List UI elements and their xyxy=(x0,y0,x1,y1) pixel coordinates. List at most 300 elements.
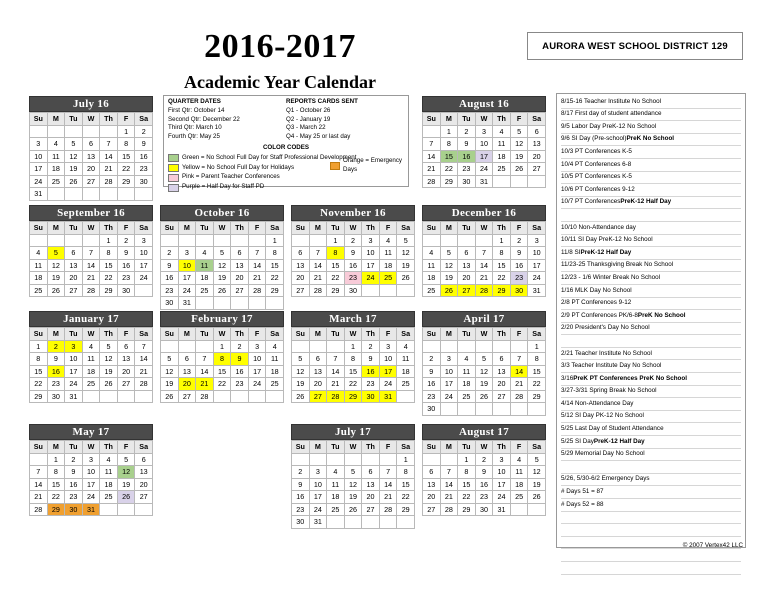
day-cell[interactable]: 18 xyxy=(510,478,528,491)
day-cell[interactable]: 15 xyxy=(327,259,345,272)
day-cell[interactable]: 18 xyxy=(30,272,48,285)
day-cell[interactable]: 7 xyxy=(327,353,345,366)
day-cell[interactable]: 21 xyxy=(309,272,327,285)
day-cell[interactable]: 8 xyxy=(440,138,458,151)
day-cell[interactable]: 7 xyxy=(248,247,266,260)
day-cell[interactable]: 11 xyxy=(379,247,397,260)
day-cell[interactable]: 4 xyxy=(196,247,214,260)
day-cell[interactable]: 11 xyxy=(510,466,528,479)
day-cell[interactable]: 21 xyxy=(379,491,397,504)
day-cell[interactable]: 22 xyxy=(100,272,118,285)
day-cell[interactable]: 19 xyxy=(161,378,179,391)
day-cell[interactable]: 20 xyxy=(493,378,511,391)
day-cell[interactable]: 10 xyxy=(475,138,493,151)
day-cell[interactable]: 1 xyxy=(100,234,118,247)
day-cell[interactable]: 9 xyxy=(117,247,135,260)
day-cell[interactable]: 5 xyxy=(65,138,83,151)
day-cell[interactable]: 8 xyxy=(47,466,65,479)
day-cell[interactable]: 24 xyxy=(82,491,100,504)
day-cell[interactable]: 22 xyxy=(266,272,284,285)
day-cell[interactable]: 7 xyxy=(475,247,493,260)
day-cell[interactable]: 8 xyxy=(344,353,362,366)
day-cell[interactable]: 11 xyxy=(327,478,345,491)
day-cell[interactable]: 2 xyxy=(292,466,310,479)
day-cell[interactable]: 3 xyxy=(248,340,266,353)
day-cell[interactable]: 7 xyxy=(135,340,153,353)
day-cell[interactable]: 18 xyxy=(327,491,345,504)
day-cell[interactable]: 5 xyxy=(292,353,310,366)
day-cell[interactable]: 5 xyxy=(213,247,231,260)
day-cell[interactable]: 29 xyxy=(266,284,284,297)
day-cell[interactable]: 13 xyxy=(65,259,83,272)
day-cell[interactable]: 7 xyxy=(440,466,458,479)
day-cell[interactable]: 28 xyxy=(440,503,458,516)
day-cell[interactable]: 29 xyxy=(528,390,546,403)
day-cell[interactable]: 26 xyxy=(528,491,546,504)
day-cell[interactable]: 17 xyxy=(528,259,546,272)
day-cell[interactable]: 26 xyxy=(397,272,415,285)
day-cell[interactable]: 6 xyxy=(423,466,441,479)
day-cell[interactable]: 10 xyxy=(528,247,546,260)
day-cell[interactable]: 23 xyxy=(344,272,362,285)
day-cell[interactable]: 30 xyxy=(458,175,476,188)
day-cell[interactable]: 14 xyxy=(510,365,528,378)
day-cell[interactable]: 25 xyxy=(82,378,100,391)
day-cell[interactable]: 24 xyxy=(65,378,83,391)
day-cell[interactable]: 30 xyxy=(344,284,362,297)
day-cell[interactable]: 27 xyxy=(362,503,380,516)
day-cell[interactable]: 23 xyxy=(510,272,528,285)
day-cell[interactable]: 31 xyxy=(493,503,511,516)
day-cell[interactable]: 3 xyxy=(309,466,327,479)
day-cell[interactable]: 18 xyxy=(423,272,441,285)
day-cell[interactable]: 15 xyxy=(528,365,546,378)
day-cell[interactable]: 3 xyxy=(379,340,397,353)
day-cell[interactable]: 21 xyxy=(196,378,214,391)
day-cell[interactable]: 23 xyxy=(362,378,380,391)
day-cell[interactable]: 19 xyxy=(292,378,310,391)
day-cell[interactable]: 28 xyxy=(309,284,327,297)
day-cell[interactable]: 11 xyxy=(82,353,100,366)
day-cell[interactable]: 13 xyxy=(292,259,310,272)
day-cell[interactable]: 30 xyxy=(135,175,153,188)
day-cell[interactable]: 29 xyxy=(397,503,415,516)
day-cell[interactable]: 15 xyxy=(30,365,48,378)
day-cell[interactable]: 24 xyxy=(528,272,546,285)
day-cell[interactable]: 22 xyxy=(397,491,415,504)
day-cell[interactable]: 12 xyxy=(161,365,179,378)
day-cell[interactable]: 2 xyxy=(423,353,441,366)
day-cell[interactable]: 14 xyxy=(379,478,397,491)
day-cell[interactable]: 23 xyxy=(65,491,83,504)
day-cell[interactable]: 3 xyxy=(178,247,196,260)
day-cell[interactable]: 25 xyxy=(47,175,65,188)
day-cell[interactable]: 2 xyxy=(135,125,153,138)
day-cell[interactable]: 1 xyxy=(344,340,362,353)
day-cell[interactable]: 27 xyxy=(82,175,100,188)
day-cell[interactable]: 21 xyxy=(100,163,118,176)
day-cell[interactable]: 12 xyxy=(100,353,118,366)
day-cell[interactable]: 8 xyxy=(30,353,48,366)
day-cell[interactable]: 10 xyxy=(379,353,397,366)
day-cell[interactable]: 13 xyxy=(528,138,546,151)
day-cell[interactable]: 22 xyxy=(493,272,511,285)
day-cell[interactable]: 8 xyxy=(327,247,345,260)
day-cell[interactable]: 10 xyxy=(30,150,48,163)
day-cell[interactable]: 8 xyxy=(528,353,546,366)
day-cell[interactable]: 12 xyxy=(510,138,528,151)
day-cell[interactable]: 17 xyxy=(440,378,458,391)
day-cell[interactable]: 19 xyxy=(213,272,231,285)
day-cell[interactable]: 7 xyxy=(510,353,528,366)
day-cell[interactable]: 28 xyxy=(82,284,100,297)
day-cell[interactable]: 11 xyxy=(493,138,511,151)
day-cell[interactable]: 26 xyxy=(161,390,179,403)
day-cell[interactable]: 29 xyxy=(344,390,362,403)
day-cell[interactable]: 20 xyxy=(178,378,196,391)
day-cell[interactable]: 4 xyxy=(82,340,100,353)
day-cell[interactable]: 16 xyxy=(161,272,179,285)
day-cell[interactable]: 17 xyxy=(309,491,327,504)
day-cell[interactable]: 3 xyxy=(362,234,380,247)
day-cell[interactable]: 3 xyxy=(493,453,511,466)
day-cell[interactable]: 5 xyxy=(397,234,415,247)
day-cell[interactable]: 23 xyxy=(135,163,153,176)
day-cell[interactable]: 26 xyxy=(440,284,458,297)
day-cell[interactable]: 19 xyxy=(528,478,546,491)
day-cell[interactable]: 31 xyxy=(82,503,100,516)
day-cell[interactable]: 24 xyxy=(30,175,48,188)
day-cell[interactable]: 13 xyxy=(231,259,249,272)
day-cell[interactable]: 6 xyxy=(231,247,249,260)
day-cell[interactable]: 8 xyxy=(493,247,511,260)
day-cell[interactable]: 14 xyxy=(475,259,493,272)
day-cell[interactable]: 9 xyxy=(344,247,362,260)
day-cell[interactable]: 17 xyxy=(248,365,266,378)
day-cell[interactable]: 10 xyxy=(493,466,511,479)
day-cell[interactable]: 16 xyxy=(135,150,153,163)
day-cell[interactable]: 26 xyxy=(475,390,493,403)
day-cell[interactable]: 11 xyxy=(196,259,214,272)
day-cell[interactable]: 22 xyxy=(327,272,345,285)
day-cell[interactable]: 9 xyxy=(161,259,179,272)
day-cell[interactable]: 10 xyxy=(309,478,327,491)
day-cell[interactable]: 8 xyxy=(458,466,476,479)
day-cell[interactable]: 1 xyxy=(493,234,511,247)
day-cell[interactable]: 30 xyxy=(510,284,528,297)
day-cell[interactable]: 18 xyxy=(100,478,118,491)
day-cell[interactable]: 25 xyxy=(423,284,441,297)
day-cell[interactable]: 26 xyxy=(510,163,528,176)
day-cell[interactable]: 1 xyxy=(528,340,546,353)
day-cell[interactable]: 29 xyxy=(30,390,48,403)
day-cell[interactable]: 30 xyxy=(117,284,135,297)
day-cell[interactable]: 4 xyxy=(100,453,118,466)
day-cell[interactable]: 16 xyxy=(292,491,310,504)
day-cell[interactable]: 31 xyxy=(379,390,397,403)
day-cell[interactable]: 4 xyxy=(510,453,528,466)
day-cell[interactable]: 20 xyxy=(423,491,441,504)
day-cell[interactable]: 3 xyxy=(82,453,100,466)
day-cell[interactable]: 24 xyxy=(379,378,397,391)
day-cell[interactable]: 20 xyxy=(458,272,476,285)
day-cell[interactable]: 23 xyxy=(231,378,249,391)
day-cell[interactable]: 1 xyxy=(397,453,415,466)
day-cell[interactable]: 10 xyxy=(135,247,153,260)
day-cell[interactable]: 25 xyxy=(30,284,48,297)
day-cell[interactable]: 19 xyxy=(47,272,65,285)
day-cell[interactable]: 26 xyxy=(117,491,135,504)
day-cell[interactable]: 28 xyxy=(327,390,345,403)
day-cell[interactable]: 3 xyxy=(30,138,48,151)
day-cell[interactable]: 7 xyxy=(379,466,397,479)
day-cell[interactable]: 9 xyxy=(47,353,65,366)
day-cell[interactable]: 29 xyxy=(440,175,458,188)
day-cell[interactable]: 5 xyxy=(117,453,135,466)
day-cell[interactable]: 24 xyxy=(362,272,380,285)
day-cell[interactable]: 18 xyxy=(82,365,100,378)
day-cell[interactable]: 28 xyxy=(510,390,528,403)
day-cell[interactable]: 21 xyxy=(510,378,528,391)
day-cell[interactable]: 11 xyxy=(397,353,415,366)
day-cell[interactable]: 4 xyxy=(327,466,345,479)
day-cell[interactable]: 27 xyxy=(528,163,546,176)
day-cell[interactable]: 7 xyxy=(423,138,441,151)
day-cell[interactable]: 14 xyxy=(423,150,441,163)
day-cell[interactable]: 11 xyxy=(423,259,441,272)
day-cell[interactable]: 22 xyxy=(528,378,546,391)
day-cell[interactable]: 30 xyxy=(47,390,65,403)
day-cell[interactable]: 27 xyxy=(117,378,135,391)
day-cell[interactable]: 30 xyxy=(362,390,380,403)
day-cell[interactable]: 18 xyxy=(266,365,284,378)
day-cell[interactable]: 12 xyxy=(397,247,415,260)
day-cell[interactable]: 25 xyxy=(327,503,345,516)
day-cell[interactable]: 29 xyxy=(458,503,476,516)
day-cell[interactable]: 21 xyxy=(30,491,48,504)
day-cell[interactable]: 4 xyxy=(397,340,415,353)
day-cell[interactable]: 6 xyxy=(82,138,100,151)
day-cell[interactable]: 12 xyxy=(292,365,310,378)
day-cell[interactable]: 9 xyxy=(292,478,310,491)
day-cell[interactable]: 9 xyxy=(362,353,380,366)
day-cell[interactable]: 20 xyxy=(135,478,153,491)
day-cell[interactable]: 26 xyxy=(344,503,362,516)
day-cell[interactable]: 18 xyxy=(196,272,214,285)
day-cell[interactable]: 22 xyxy=(458,491,476,504)
day-cell[interactable]: 25 xyxy=(100,491,118,504)
day-cell[interactable]: 22 xyxy=(47,491,65,504)
day-cell[interactable]: 27 xyxy=(231,284,249,297)
day-cell[interactable]: 3 xyxy=(65,340,83,353)
day-cell[interactable]: 29 xyxy=(47,503,65,516)
day-cell[interactable]: 11 xyxy=(100,466,118,479)
day-cell[interactable]: 4 xyxy=(47,138,65,151)
day-cell[interactable]: 2 xyxy=(117,234,135,247)
day-cell[interactable]: 12 xyxy=(47,259,65,272)
day-cell[interactable]: 1 xyxy=(213,340,231,353)
day-cell[interactable]: 17 xyxy=(178,272,196,285)
day-cell[interactable]: 14 xyxy=(440,478,458,491)
day-cell[interactable]: 19 xyxy=(510,150,528,163)
day-cell[interactable]: 20 xyxy=(362,491,380,504)
day-cell[interactable]: 23 xyxy=(458,163,476,176)
day-cell[interactable]: 6 xyxy=(292,247,310,260)
day-cell[interactable]: 23 xyxy=(292,503,310,516)
day-cell[interactable]: 28 xyxy=(30,503,48,516)
day-cell[interactable]: 2 xyxy=(161,247,179,260)
day-cell[interactable]: 13 xyxy=(178,365,196,378)
day-cell[interactable]: 28 xyxy=(379,503,397,516)
day-cell[interactable]: 1 xyxy=(47,453,65,466)
day-cell[interactable]: 15 xyxy=(100,259,118,272)
day-cell[interactable]: 14 xyxy=(82,259,100,272)
day-cell[interactable]: 27 xyxy=(423,503,441,516)
day-cell[interactable]: 21 xyxy=(135,365,153,378)
day-cell[interactable]: 13 xyxy=(493,365,511,378)
day-cell[interactable]: 13 xyxy=(423,478,441,491)
day-cell[interactable]: 4 xyxy=(493,125,511,138)
day-cell[interactable]: 12 xyxy=(528,466,546,479)
day-cell[interactable]: 23 xyxy=(475,491,493,504)
day-cell[interactable]: 17 xyxy=(65,365,83,378)
day-cell[interactable]: 2 xyxy=(362,340,380,353)
day-cell[interactable]: 9 xyxy=(475,466,493,479)
day-cell[interactable]: 24 xyxy=(475,163,493,176)
day-cell[interactable]: 19 xyxy=(440,272,458,285)
day-cell[interactable]: 22 xyxy=(30,378,48,391)
day-cell[interactable]: 8 xyxy=(100,247,118,260)
day-cell[interactable]: 12 xyxy=(475,365,493,378)
day-cell[interactable]: 27 xyxy=(178,390,196,403)
day-cell[interactable]: 30 xyxy=(423,403,441,416)
day-cell[interactable]: 15 xyxy=(397,478,415,491)
day-cell[interactable]: 1 xyxy=(117,125,135,138)
day-cell[interactable]: 17 xyxy=(82,478,100,491)
day-cell[interactable]: 16 xyxy=(458,150,476,163)
day-cell[interactable]: 6 xyxy=(65,247,83,260)
day-cell[interactable]: 1 xyxy=(440,125,458,138)
day-cell[interactable]: 21 xyxy=(327,378,345,391)
day-cell[interactable]: 17 xyxy=(30,163,48,176)
day-cell[interactable]: 1 xyxy=(30,340,48,353)
day-cell[interactable]: 14 xyxy=(196,365,214,378)
day-cell[interactable]: 2 xyxy=(344,234,362,247)
day-cell[interactable]: 10 xyxy=(440,365,458,378)
day-cell[interactable]: 21 xyxy=(440,491,458,504)
day-cell[interactable]: 18 xyxy=(47,163,65,176)
day-cell[interactable]: 27 xyxy=(65,284,83,297)
day-cell[interactable]: 17 xyxy=(135,259,153,272)
day-cell[interactable]: 8 xyxy=(117,138,135,151)
day-cell[interactable]: 28 xyxy=(100,175,118,188)
day-cell[interactable]: 15 xyxy=(213,365,231,378)
day-cell[interactable]: 17 xyxy=(475,150,493,163)
day-cell[interactable]: 17 xyxy=(493,478,511,491)
day-cell[interactable]: 29 xyxy=(327,284,345,297)
day-cell[interactable]: 6 xyxy=(528,125,546,138)
day-cell[interactable]: 16 xyxy=(47,365,65,378)
day-cell[interactable]: 4 xyxy=(266,340,284,353)
day-cell[interactable]: 31 xyxy=(65,390,83,403)
day-cell[interactable]: 7 xyxy=(309,247,327,260)
day-cell[interactable]: 24 xyxy=(309,503,327,516)
day-cell[interactable]: 25 xyxy=(266,378,284,391)
day-cell[interactable]: 20 xyxy=(117,365,135,378)
day-cell[interactable]: 23 xyxy=(161,284,179,297)
day-cell[interactable]: 17 xyxy=(379,365,397,378)
day-cell[interactable]: 7 xyxy=(30,466,48,479)
day-cell[interactable]: 19 xyxy=(344,491,362,504)
day-cell[interactable]: 26 xyxy=(100,378,118,391)
day-cell[interactable]: 5 xyxy=(510,125,528,138)
day-cell[interactable]: 15 xyxy=(440,150,458,163)
day-cell[interactable]: 15 xyxy=(458,478,476,491)
day-cell[interactable]: 3 xyxy=(440,353,458,366)
day-cell[interactable]: 20 xyxy=(292,272,310,285)
day-cell[interactable]: 2 xyxy=(47,340,65,353)
day-cell[interactable]: 13 xyxy=(362,478,380,491)
day-cell[interactable]: 4 xyxy=(458,353,476,366)
day-cell[interactable]: 11 xyxy=(47,150,65,163)
day-cell[interactable]: 11 xyxy=(30,259,48,272)
day-cell[interactable]: 4 xyxy=(423,247,441,260)
day-cell[interactable]: 18 xyxy=(379,259,397,272)
day-cell[interactable]: 30 xyxy=(161,297,179,310)
day-cell[interactable]: 31 xyxy=(178,297,196,310)
day-cell[interactable]: 27 xyxy=(493,390,511,403)
day-cell[interactable]: 6 xyxy=(117,340,135,353)
day-cell[interactable]: 12 xyxy=(440,259,458,272)
day-cell[interactable]: 10 xyxy=(178,259,196,272)
day-cell[interactable]: 9 xyxy=(135,138,153,151)
day-cell[interactable]: 18 xyxy=(493,150,511,163)
day-cell[interactable]: 26 xyxy=(213,284,231,297)
day-cell[interactable]: 12 xyxy=(117,466,135,479)
day-cell[interactable]: 25 xyxy=(397,378,415,391)
day-cell[interactable]: 31 xyxy=(475,175,493,188)
day-cell[interactable]: 10 xyxy=(362,247,380,260)
day-cell[interactable]: 13 xyxy=(309,365,327,378)
day-cell[interactable]: 14 xyxy=(327,365,345,378)
day-cell[interactable]: 28 xyxy=(475,284,493,297)
day-cell[interactable]: 25 xyxy=(196,284,214,297)
day-cell[interactable]: 14 xyxy=(135,353,153,366)
day-cell[interactable]: 25 xyxy=(493,163,511,176)
day-cell[interactable]: 28 xyxy=(196,390,214,403)
day-cell[interactable]: 20 xyxy=(309,378,327,391)
day-cell[interactable]: 5 xyxy=(161,353,179,366)
day-cell[interactable]: 10 xyxy=(82,466,100,479)
day-cell[interactable]: 11 xyxy=(458,365,476,378)
day-cell[interactable]: 16 xyxy=(231,365,249,378)
day-cell[interactable]: 21 xyxy=(475,272,493,285)
day-cell[interactable]: 19 xyxy=(475,378,493,391)
day-cell[interactable]: 22 xyxy=(213,378,231,391)
day-cell[interactable]: 9 xyxy=(231,353,249,366)
day-cell[interactable]: 16 xyxy=(344,259,362,272)
day-cell[interactable]: 12 xyxy=(65,150,83,163)
day-cell[interactable]: 23 xyxy=(117,272,135,285)
day-cell[interactable]: 15 xyxy=(117,150,135,163)
day-cell[interactable]: 1 xyxy=(458,453,476,466)
day-cell[interactable]: 17 xyxy=(362,259,380,272)
day-cell[interactable]: 3 xyxy=(475,125,493,138)
day-cell[interactable]: 20 xyxy=(231,272,249,285)
day-cell[interactable]: 2 xyxy=(231,340,249,353)
day-cell[interactable]: 27 xyxy=(458,284,476,297)
day-cell[interactable]: 19 xyxy=(117,478,135,491)
